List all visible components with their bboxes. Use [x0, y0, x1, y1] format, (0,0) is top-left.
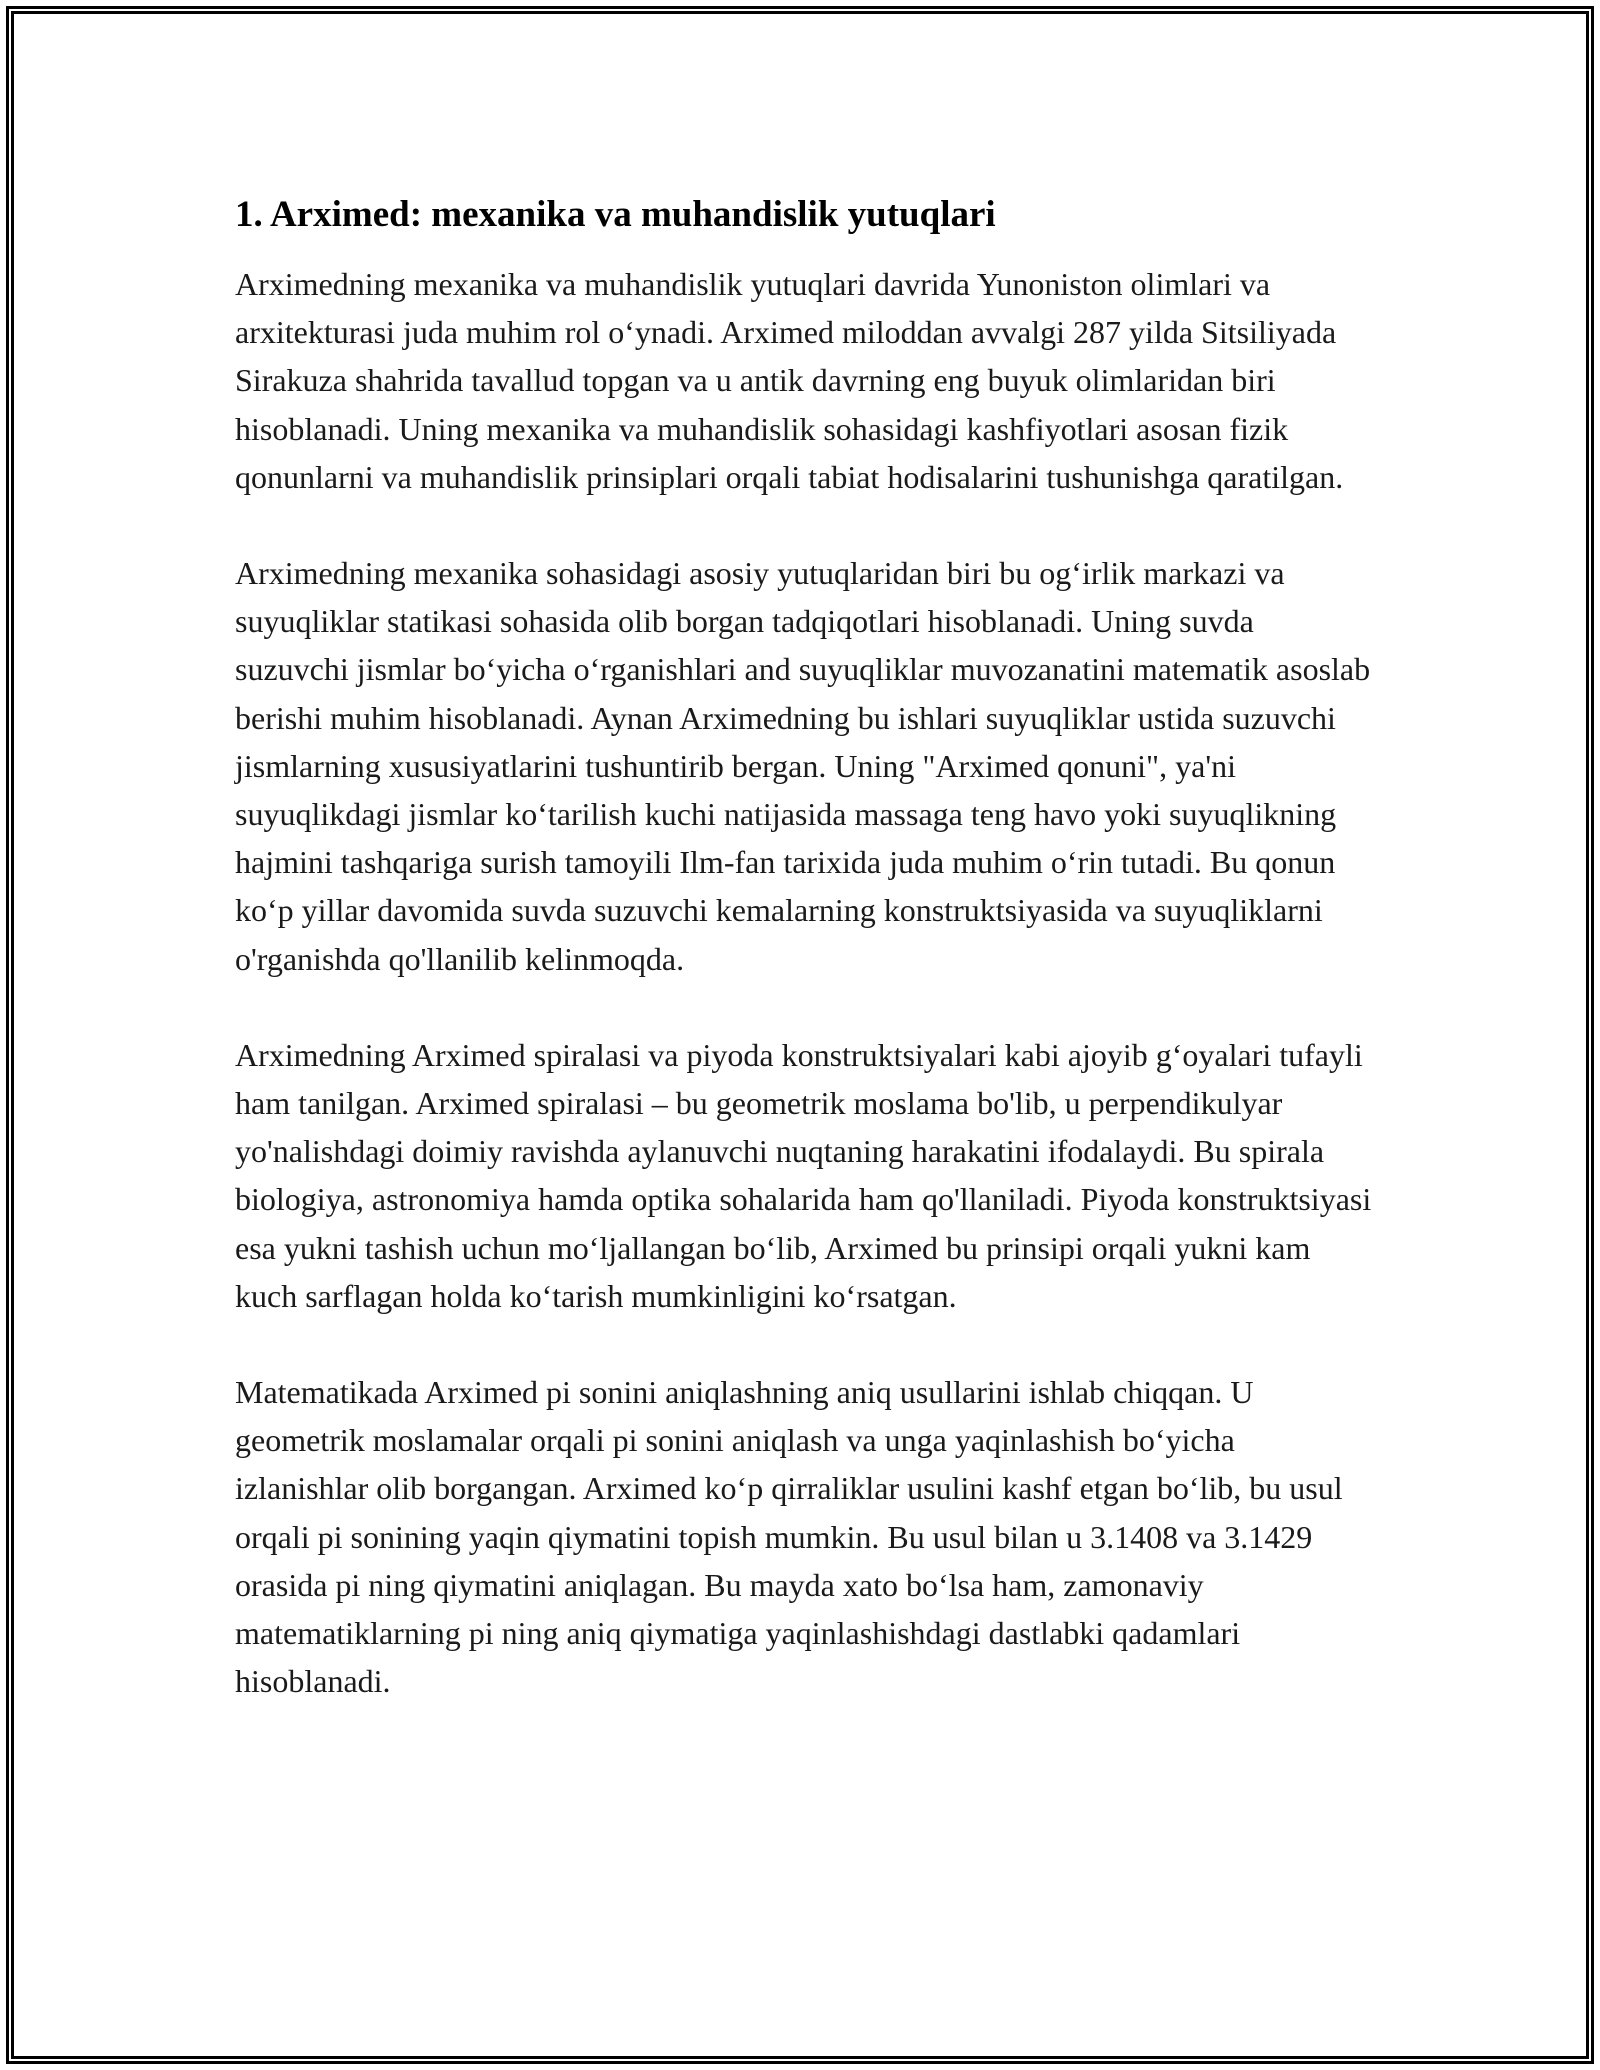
paragraph-mechanics: Arximedning mexanika sohasidagi asosiy yutuqlaridan biri bu og‘irlik markazi va suyuqliklar statikasi sohasida olib borgan tadqiqotlari hisoblanadi. Uning suvda suzuvchi jismlar bo‘yicha o‘rganishlari and suyuqliklar muvozanatini matematik asoslab berishi muhim hisoblanadi. Aynan Arximedning bu ishlari suyuqliklar ustida suzuvchi jismlarning xususiyatlarini tushuntirib bergan. Uning "Arximed qonuni", ya'ni suyuqlikdagi jismlar ko‘tarilish kuchi natijasida massaga teng havo yoki suyuqlikning hajmini tashqariga surish tamoyili Ilm-fan tarixida juda muhim o‘rin tutadi. Bu qonun ko‘p yillar davomida suvda suzuvchi kemalarning konstruktsiyasida va suyuqliklarni o'rganishda qo'llanilib kelinmoqda. — [235, 555, 1371, 977]
paragraph-pi: Matematikada Arximed pi sonini aniqlashning aniq usullarini ishlab chiqqan. U geometrik moslamalar orqali pi sonini aniqlash va unga yaqinlashish bo‘yicha izlanishlar olib borgangan. Arximed ko‘p qirraliklar usulini kashf etgan bo‘lib, bu usul orqali pi sonining yaqin qiymatini topish mumkin. Bu usul bilan u 3.1408 va 3.1429 orasida pi ning qiymatini aniqlagan. Bu mayda xato bo‘lsa ham, zamonaviy matematiklarning pi ning aniq qiymatiga yaqinlashishdagi dastlabki qadamlari hisoblanadi. — [235, 1374, 1343, 1700]
paragraph-intro: Arximedning mexanika va muhandislik yutuqlari davrida Yunoniston olimlari va arxitekturasi juda muhim rol o‘ynadi. Arximed miloddan avvalgi 287 yilda Sitsiliyada Sirakuza shahrida tavallud topgan va u antik davrning eng buyuk olimlaridan biri hisoblanadi. Uning mexanika va muhandislik sohasidagi kashfiyotlari asosan fizik qonunlarni va muhandislik prinsiplari orqali tabiat hodisalarini tushunishga qaratilgan. — [235, 266, 1344, 495]
paragraph-spiral: Arximedning Arximed spiralasi va piyoda konstruktsiyalari kabi ajoyib g‘oyalari tufayli ham tanilgan. Arximed spiralasi – bu geometrik moslama bo'lib, u perpendikulyar yo'nalishdagi doimiy ravishda aylanuvchi nuqtaning harakatini ifodalaydi. Bu spirala biologiya, astronomiya hamda optika sohalarida ham qo'llaniladi. Piyoda konstruktsiyasi esa yukni tashish uchun mo‘ljallangan bo‘lib, Arximed bu prinsipi orqali yukni kam kuch sarflagan holda ko‘tarish mumkinligini ko‘rsatgan. — [235, 1036, 1372, 1314]
document-body — [235, 190, 1375, 1705]
section-heading: 1. Arximed: mexanika va muhandislik yutuqlari — [235, 194, 996, 235]
